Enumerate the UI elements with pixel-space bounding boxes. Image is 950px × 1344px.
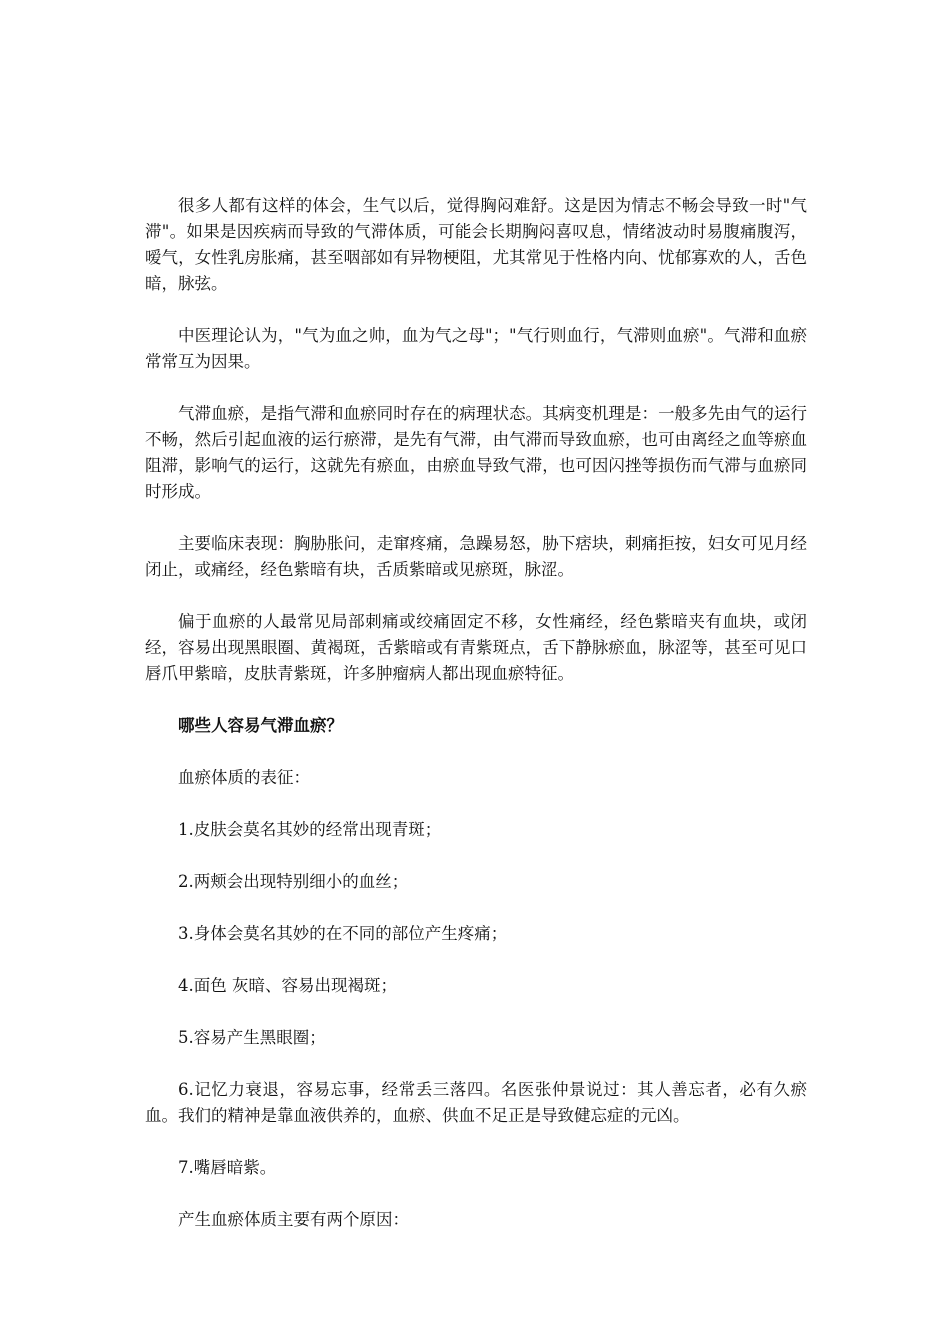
list-item: 1.皮肤会莫名其妙的经常出现青斑；: [178, 820, 442, 839]
list-intro: 血瘀体质的表征：: [178, 768, 310, 787]
closing-paragraph: 产生血瘀体质主要有两个原因：: [178, 1210, 409, 1229]
paragraph-qizhi-intro: 很多人都有这样的体会，生气以后，觉得胸闷难舒。这是因为情志不畅会导致一时"气滞"。如果是因疾病而导致的气滞体质，可能会长期胸闷喜叹息，情绪波动时易腹痛腹泻，嗳气，女性乳房胀痛，甚至咽部如有异物梗阻，尤其常见于性格内向、忧郁寡欢的人，舌色暗，脉弦。: [145, 196, 807, 293]
paragraph-blood-stasis: 偏于血瘀的人最常见局部刺痛或绞痛固定不移，女性痛经，经色紫暗夹有血块，或闭经，容易出现黑眼圈、黄褐斑，舌紫暗或有青紫斑点，舌下静脉瘀血，脉涩等，甚至可见口唇爪甲紫暗，皮肤青紫斑，许多肿瘤病人都出现血瘀特征。: [145, 612, 807, 683]
paragraph-definition: 气滞血瘀，是指气滞和血瘀同时存在的病理状态。其病变机理是：一般多先由气的运行不畅，然后引起血液的运行瘀滞，是先有气滞，由气滞而导致血瘀，也可由离经之血等瘀血阻滞，影响气的运行，这就先有瘀血，由瘀血导致气滞，也可因闪挫等损伤而气滞与血瘀同时形成。: [145, 404, 807, 501]
document-page: [145, 193, 807, 1259]
paragraph-tcm-theory: 中医理论认为，"气为血之帅，血为气之母"；"气行则血行，气滞则血瘀"。气滞和血瘀常常互为因果。: [145, 326, 807, 371]
list-item: 3.身体会莫名其妙的在不同的部位产生疼痛；: [178, 924, 508, 943]
list-item: 2.两颊会出现特别细小的血丝；: [178, 872, 409, 891]
list-item: 7.嘴唇暗紫。: [178, 1158, 277, 1177]
list-item: 6.记忆力衰退，容易忘事，经常丢三落四。名医张仲景说过：其人善忘者，必有久瘀血。我们的精神是靠血液供养的，血瘀、供血不足正是导致健忘症的元凶。: [145, 1080, 807, 1125]
section-heading: 哪些人容易气滞血瘀？: [178, 716, 343, 735]
paragraph-clinical-symptoms: 主要临床表现：胸胁胀问，走窜疼痛，急躁易怒，胁下痞块，刺痛拒按，妇女可见月经闭止，或痛经，经色紫暗有块，舌质紫暗或见瘀斑，脉涩。: [145, 534, 807, 579]
list-item: 5.容易产生黑眼圈；: [178, 1028, 326, 1047]
list-item: 4.面色 灰暗、容易出现褐斑；: [178, 976, 397, 995]
